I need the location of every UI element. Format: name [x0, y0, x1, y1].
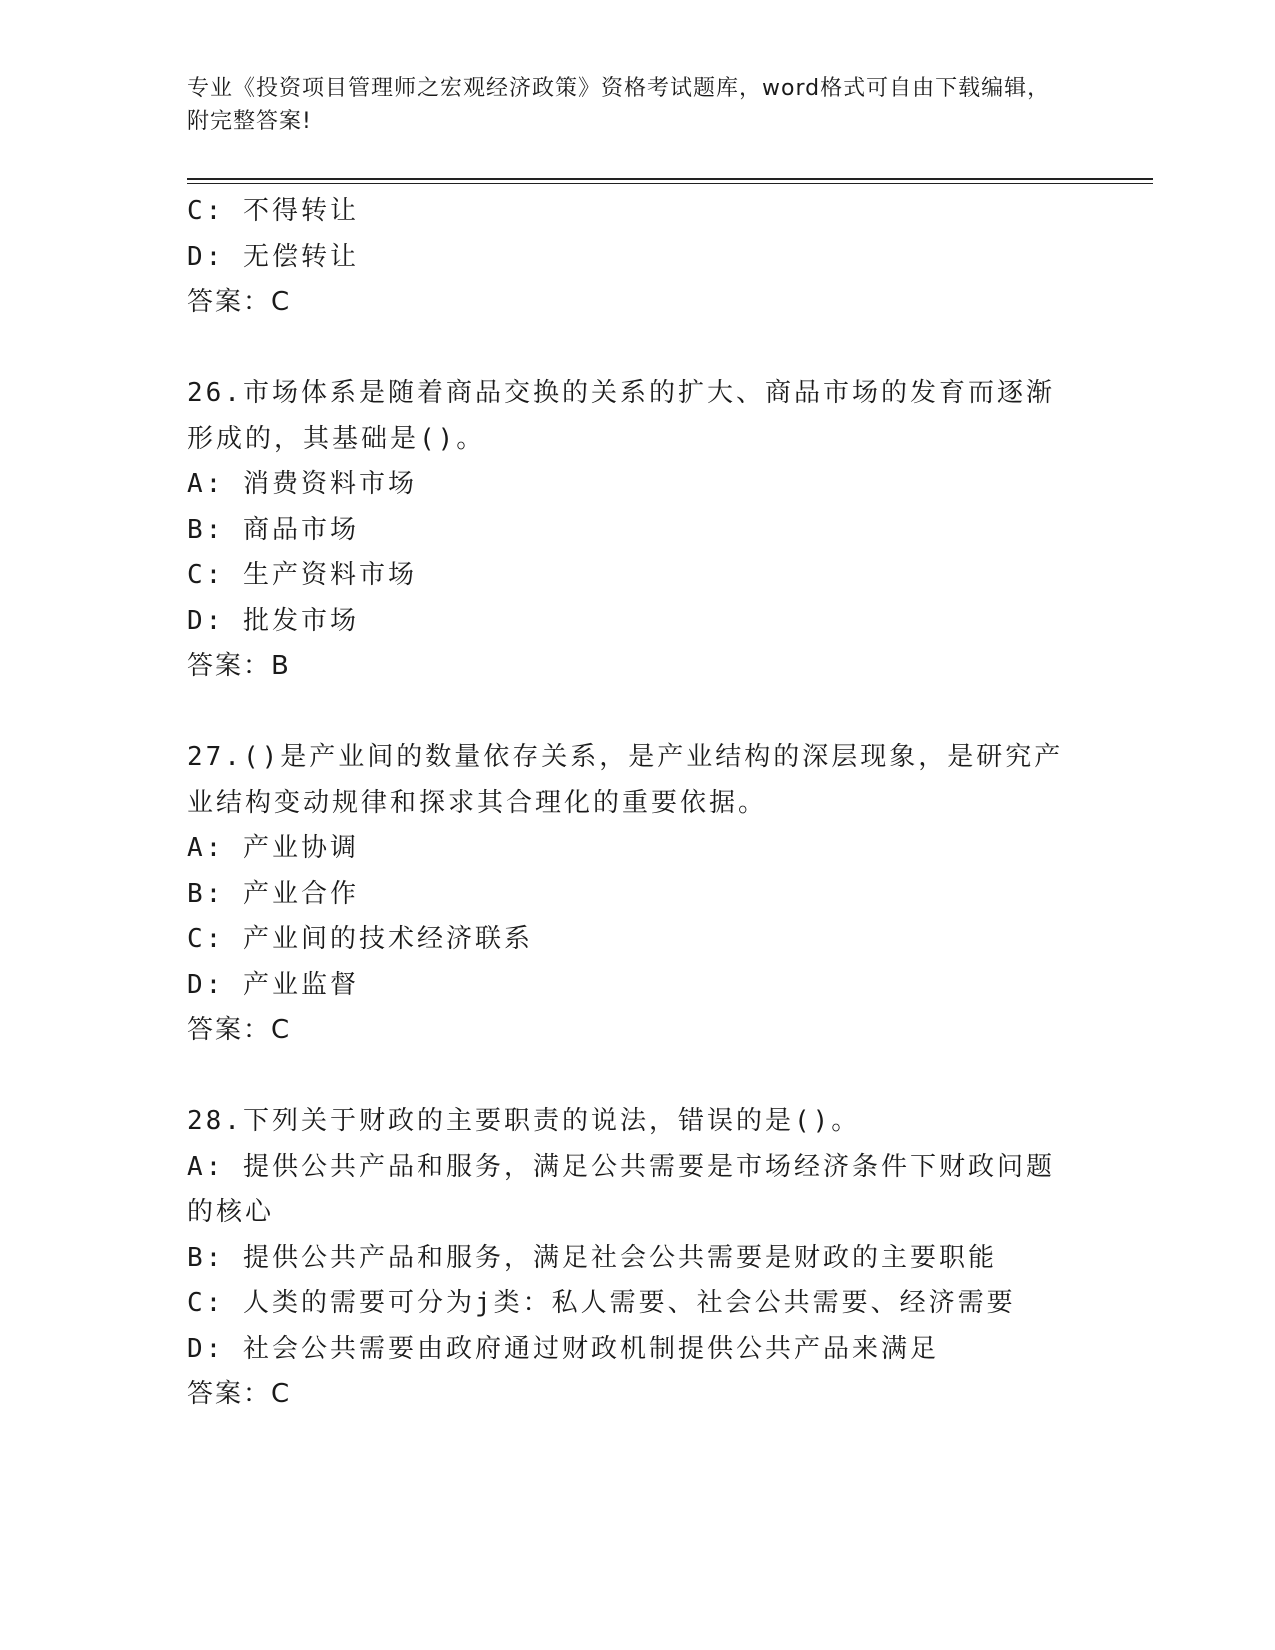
option-c: C: 人类的需要可分为j类：私人需要、社会公共需要、经济需要 — [187, 1288, 1016, 1318]
question-28 — [187, 1099, 1067, 1418]
spacer — [187, 690, 1067, 736]
option-c: C: 生产资料市场 — [187, 560, 417, 590]
answer-line: 答案：C — [187, 1379, 292, 1409]
option-c: C: 不得转让 — [187, 196, 359, 226]
question-continued — [187, 189, 1067, 326]
option-a: A: 消费资料市场 — [187, 469, 417, 499]
option-d: D: 产业监督 — [187, 969, 359, 1000]
question-27 — [187, 735, 1067, 1054]
answer-line: 答案：C — [187, 287, 292, 317]
spacer — [187, 326, 1067, 372]
option-d: D: 社会公共需要由政府通过财政机制提供公共产品来满足 — [187, 1333, 939, 1364]
option-b: B: 提供公共产品和服务，满足社会公共需要是财政的主要职能 — [187, 1242, 997, 1273]
header-divider-thin — [187, 183, 1153, 184]
spacer — [187, 1054, 1067, 1100]
option-c: C: 产业间的技术经济联系 — [187, 924, 533, 954]
option-d: D: 无偿转让 — [187, 241, 359, 272]
option-b: B: 产业合作 — [187, 878, 359, 909]
option-a: A: 提供公共产品和服务，满足公共需要是市场经济条件下财政问题的核心 — [187, 1151, 1055, 1227]
answer-line: 答案：B — [187, 651, 291, 681]
question-26 — [187, 371, 1067, 690]
question-stem: 28.下列关于财政的主要职责的说法，错误的是()。 — [187, 1106, 861, 1136]
question-stem: 26.市场体系是随着商品交换的关系的扩大、商品市场的发育而逐渐形成的，其基础是()。 — [187, 378, 1055, 454]
header-divider-thick — [187, 178, 1153, 180]
question-list — [187, 189, 1067, 1418]
option-d: D: 批发市场 — [187, 605, 359, 636]
header-text: 专业《投资项目管理师之宏观经济政策》资格考试题库，word格式可自由下载编辑，附完整答案! — [187, 76, 1051, 134]
answer-line: 答案：C — [187, 1015, 292, 1045]
option-a: A: 产业协调 — [187, 833, 359, 863]
page-header — [187, 72, 1067, 138]
option-b: B: 商品市场 — [187, 514, 359, 545]
question-stem: 27.()是产业间的数量依存关系，是产业结构的深层现象，是研究产业结构变动规律和探求其合理化的重要依据。 — [187, 742, 1064, 818]
